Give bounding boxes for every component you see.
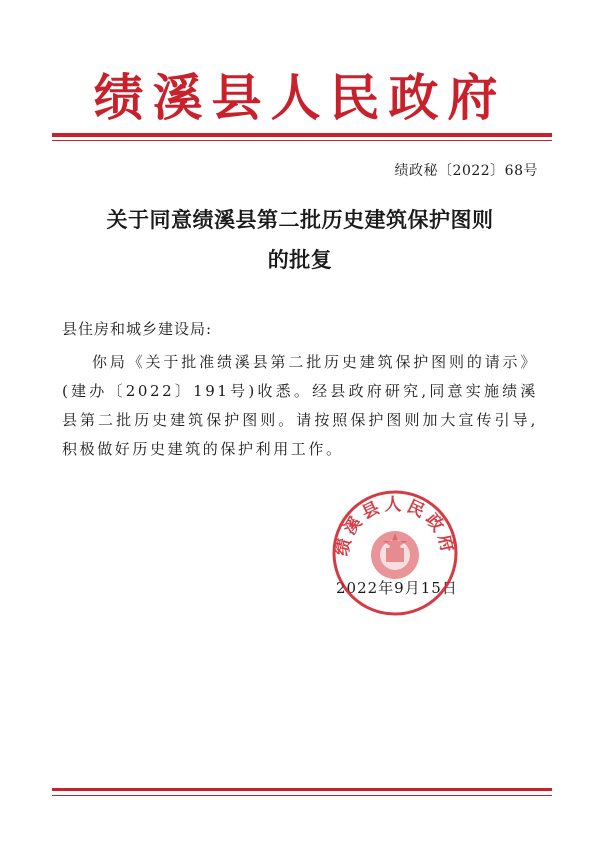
svg-text:绩溪县人民政府: 绩溪县人民政府 [332,495,458,558]
document-title-line2: 的批复 [267,247,333,272]
header-rule-thin [52,140,552,141]
official-seal-icon [330,488,460,618]
document-number: 绩政秘〔2022〕68号 [394,163,538,179]
body-paragraph: 你局《关于批准绩溪县第二批历史建筑保护图则的请示》(建办〔2022〕191号)收悉。经县政府研究,同意实施绩溪县第二批历史建筑保护图则。请按照保护图则加大宣传引导,积极做好历史建筑的保护利用工作。 [62,353,538,458]
footer-rule-thick [52,788,552,791]
footer-rule-thin [52,795,552,796]
document-date: 2022年9月15日 [336,579,458,597]
recipient: 县住房和城乡建设局: [62,320,213,338]
header-org-name: 绩溪县人民政府 [93,68,507,127]
document-title-line1: 关于同意绩溪县第二批历史建筑保护图则 [106,207,494,232]
header-rule-thick [52,133,552,137]
document-title [0,200,600,280]
